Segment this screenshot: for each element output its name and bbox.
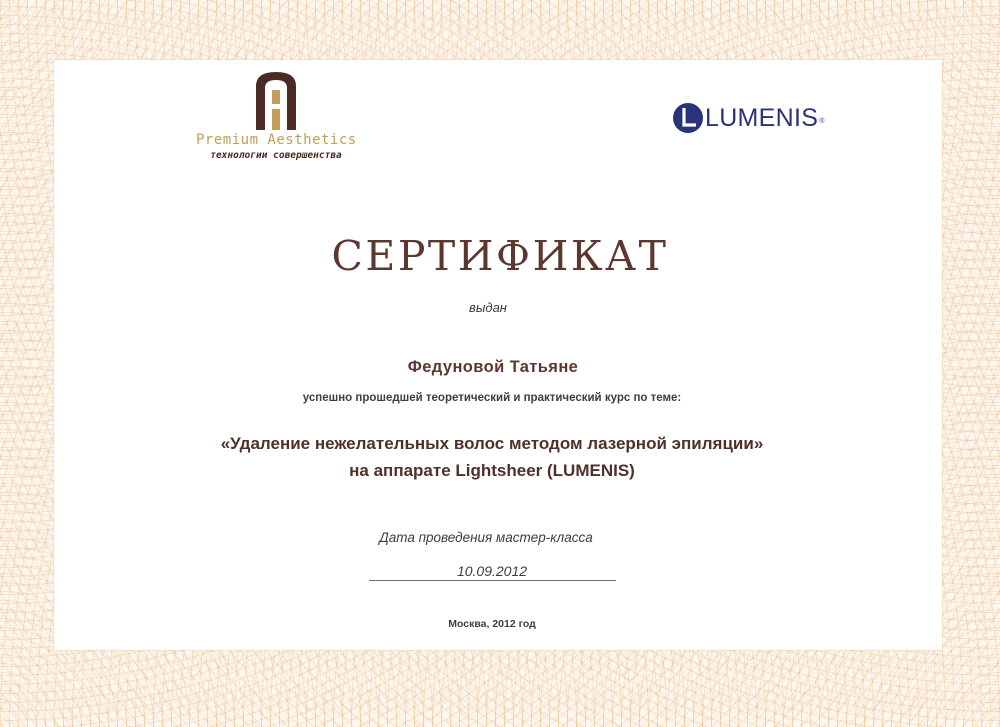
lumenis-l-circle-icon <box>672 102 704 134</box>
place-and-year: Москва, 2012 год <box>448 618 536 630</box>
course-title-line-1: «Удаление нежелательных волос методом лазерной эпиляции» <box>220 434 764 453</box>
date-value: 10.09.2012 <box>456 563 528 579</box>
lumenis-name: LUMENIS <box>705 104 819 132</box>
premium-aesthetics-tagline: технологии совершенства <box>210 150 342 161</box>
recipient-name: Федуновой Татьяне <box>407 358 579 376</box>
date-label: Дата проведения мастер-класса <box>379 530 593 545</box>
course-title-line-2: на аппарате Lightsheer (LUMENIS) <box>349 461 635 480</box>
certificate-panel <box>54 60 942 650</box>
premium-aesthetics-name: Premium Aesthetics <box>196 132 357 148</box>
date-underline <box>369 580 616 581</box>
lumenis-logo <box>672 100 824 136</box>
course-title <box>0 430 992 484</box>
issued-to-label: выдан <box>469 300 507 315</box>
course-description: успешно прошедшей теоретический и практический курс по теме: <box>302 392 682 404</box>
premium-aesthetics-a-monogram-icon <box>254 70 298 130</box>
certificate-title: СЕРТИФИКАТ <box>331 232 669 280</box>
registered-mark: ® <box>819 118 825 125</box>
premium-aesthetics-logo <box>196 70 356 165</box>
